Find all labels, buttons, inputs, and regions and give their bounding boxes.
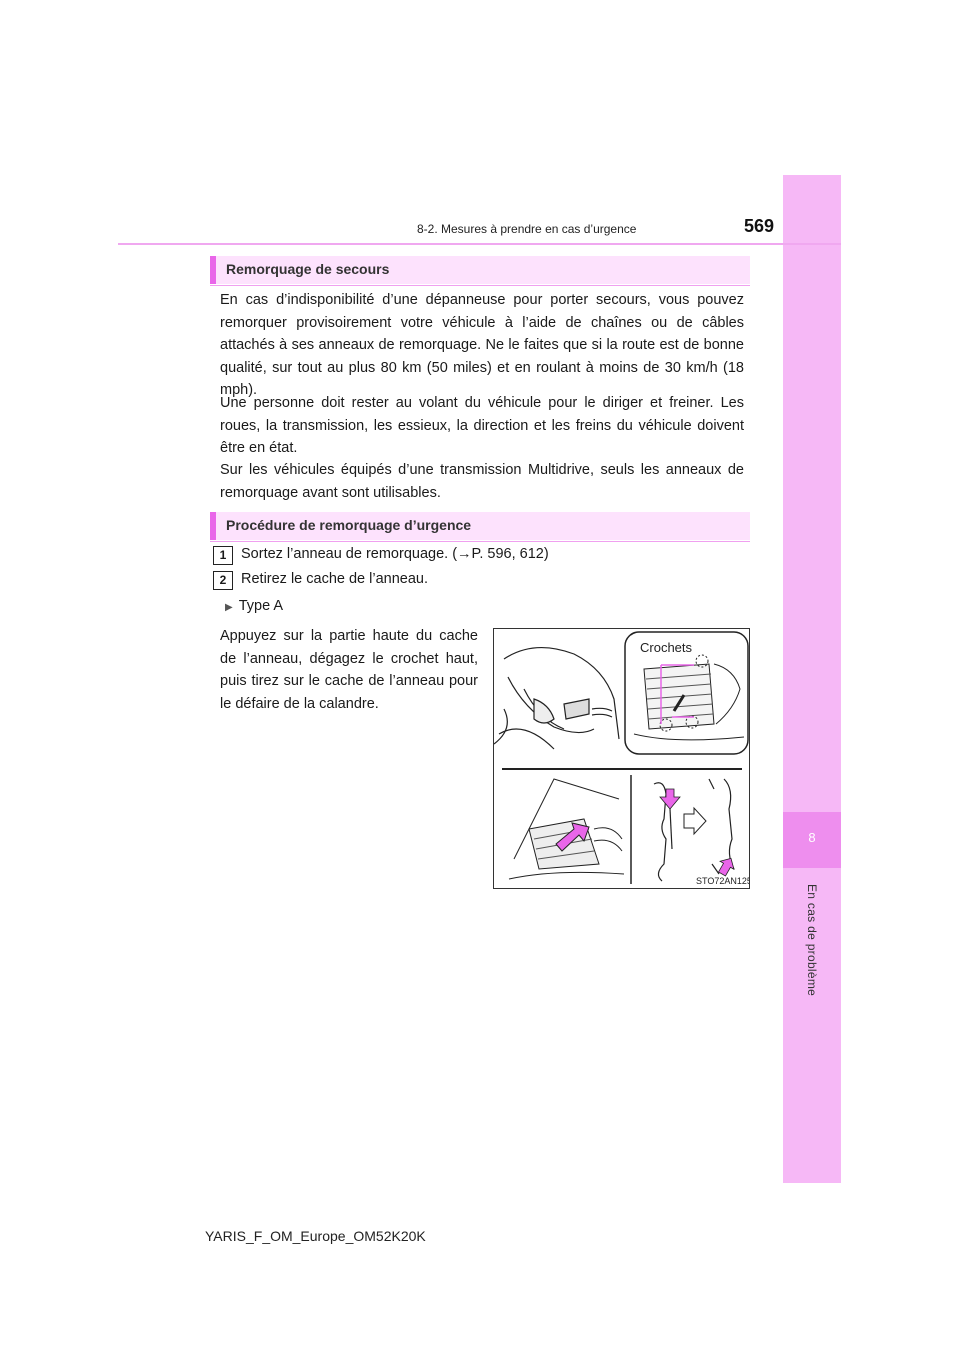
type-label-text: Type A — [238, 598, 284, 614]
step-text: Retirez le cache de l’anneau. — [241, 571, 429, 587]
chapter-number: 8 — [808, 830, 816, 845]
step-text: Sortez l’anneau de remorquage. (→P. 596, 612) — [241, 546, 549, 562]
triangle-bullet-icon: ▶ — [225, 602, 233, 613]
paragraph: Sur les véhicules équipés d’une transmission Multidrive, seuls les anneaux de remorquage avant sont utilisables. — [220, 462, 744, 501]
grille-cover-illustration — [494, 629, 749, 888]
section-heading: Remorquage de secours — [226, 261, 390, 277]
step-number-badge: 1 — [213, 546, 233, 565]
instruction-paragraph: Appuyez sur la partie haute du cache de l’anneau, dégagez le crochet haut, puis tirez sur le cache de l’anneau pour le défaire de la calandre. — [220, 628, 478, 712]
callout-label: Crochets — [640, 640, 693, 655]
step-item — [213, 546, 549, 565]
page-number: 569 — [744, 216, 775, 236]
section-heading-bar — [210, 256, 750, 284]
chapter-side-tab — [783, 175, 841, 1183]
illustration-code: STO72AN125 — [696, 876, 749, 886]
section-heading-bar — [210, 512, 750, 540]
illustration-frame — [493, 628, 750, 889]
type-label — [225, 598, 283, 614]
step-number-badge: 2 — [213, 571, 233, 590]
paragraph: En cas d’indisponibilité d’une dépanneuse pour porter secours, vous pouvez remorquer provisoirement votre véhicule à l’aide de chaînes ou de câbles attachés à ses anneaux de remorquage. Ne le faites que si la route est de bonne qualité, sur tout au plus 80 km (50 miles) et en roulant à moins de 30 km/h (18 mph). — [220, 292, 744, 398]
section-heading: Procédure de remorquage d’urgence — [226, 517, 472, 533]
paragraph: Une personne doit rester au volant du véhicule pour le diriger et freiner. Les roues, la transmission, les essieux, la direction et les freins du véhicule doivent être en état. — [220, 395, 744, 456]
footer-doc-id: YARIS_F_OM_Europe_OM52K20K — [205, 1228, 426, 1244]
step-item — [213, 571, 428, 590]
chapter-title: En cas de problème — [805, 884, 819, 997]
header-section-title: 8-2. Mesures à prendre en cas d’urgence — [417, 222, 637, 236]
header-divider — [118, 243, 841, 245]
